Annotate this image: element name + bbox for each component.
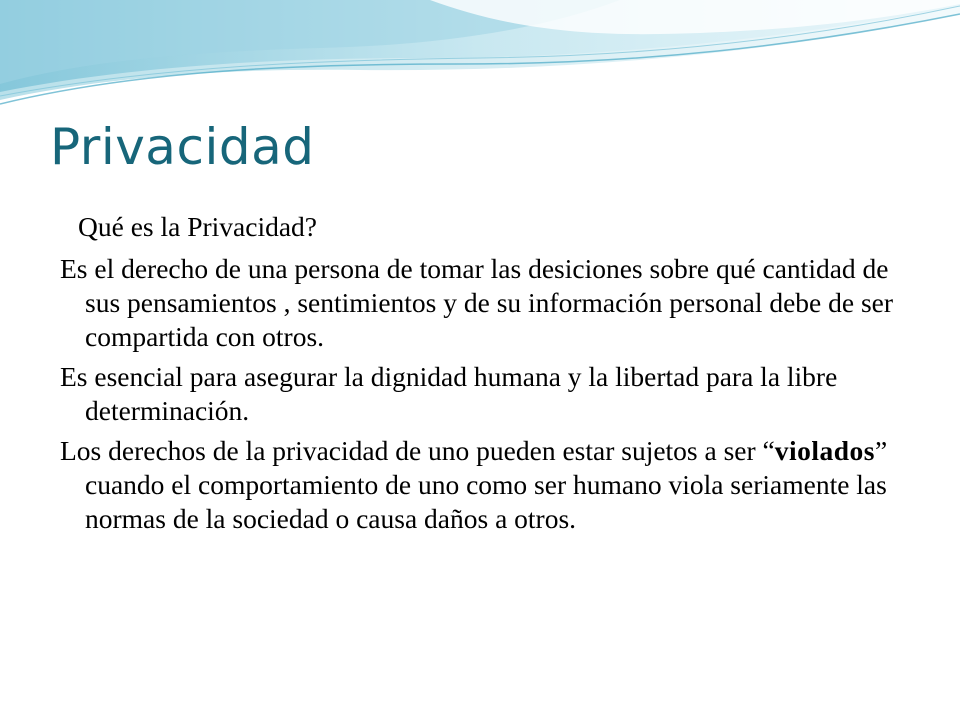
question-text: Qué es la Privacidad? — [78, 211, 318, 242]
paragraph-rights-end: ” cuando el comportamiento de uno como ser humano viola seriamente las normas de la sociedad o causa daños a otros. — [85, 435, 888, 534]
paragraph-importance: Es esencial para asegurar la dignidad humana y la libertad para la libre determinación. — [60, 361, 838, 426]
paragraph-rights-start: Los derechos de la privacidad de uno pueden estar sujetos a ser “ — [60, 435, 775, 466]
slide-title: Privacidad — [50, 118, 315, 176]
emphasis-violados: violados — [774, 435, 876, 466]
paragraph-rights — [60, 434, 920, 536]
decorative-wave-banner — [0, 0, 960, 120]
slide-body — [60, 210, 920, 542]
paragraph-definition: Es el derecho de una persona de tomar las desiciones sobre qué cantidad de sus pensamientos , sentimientos y de su información personal debe de ser compartida con otros. — [60, 253, 894, 352]
